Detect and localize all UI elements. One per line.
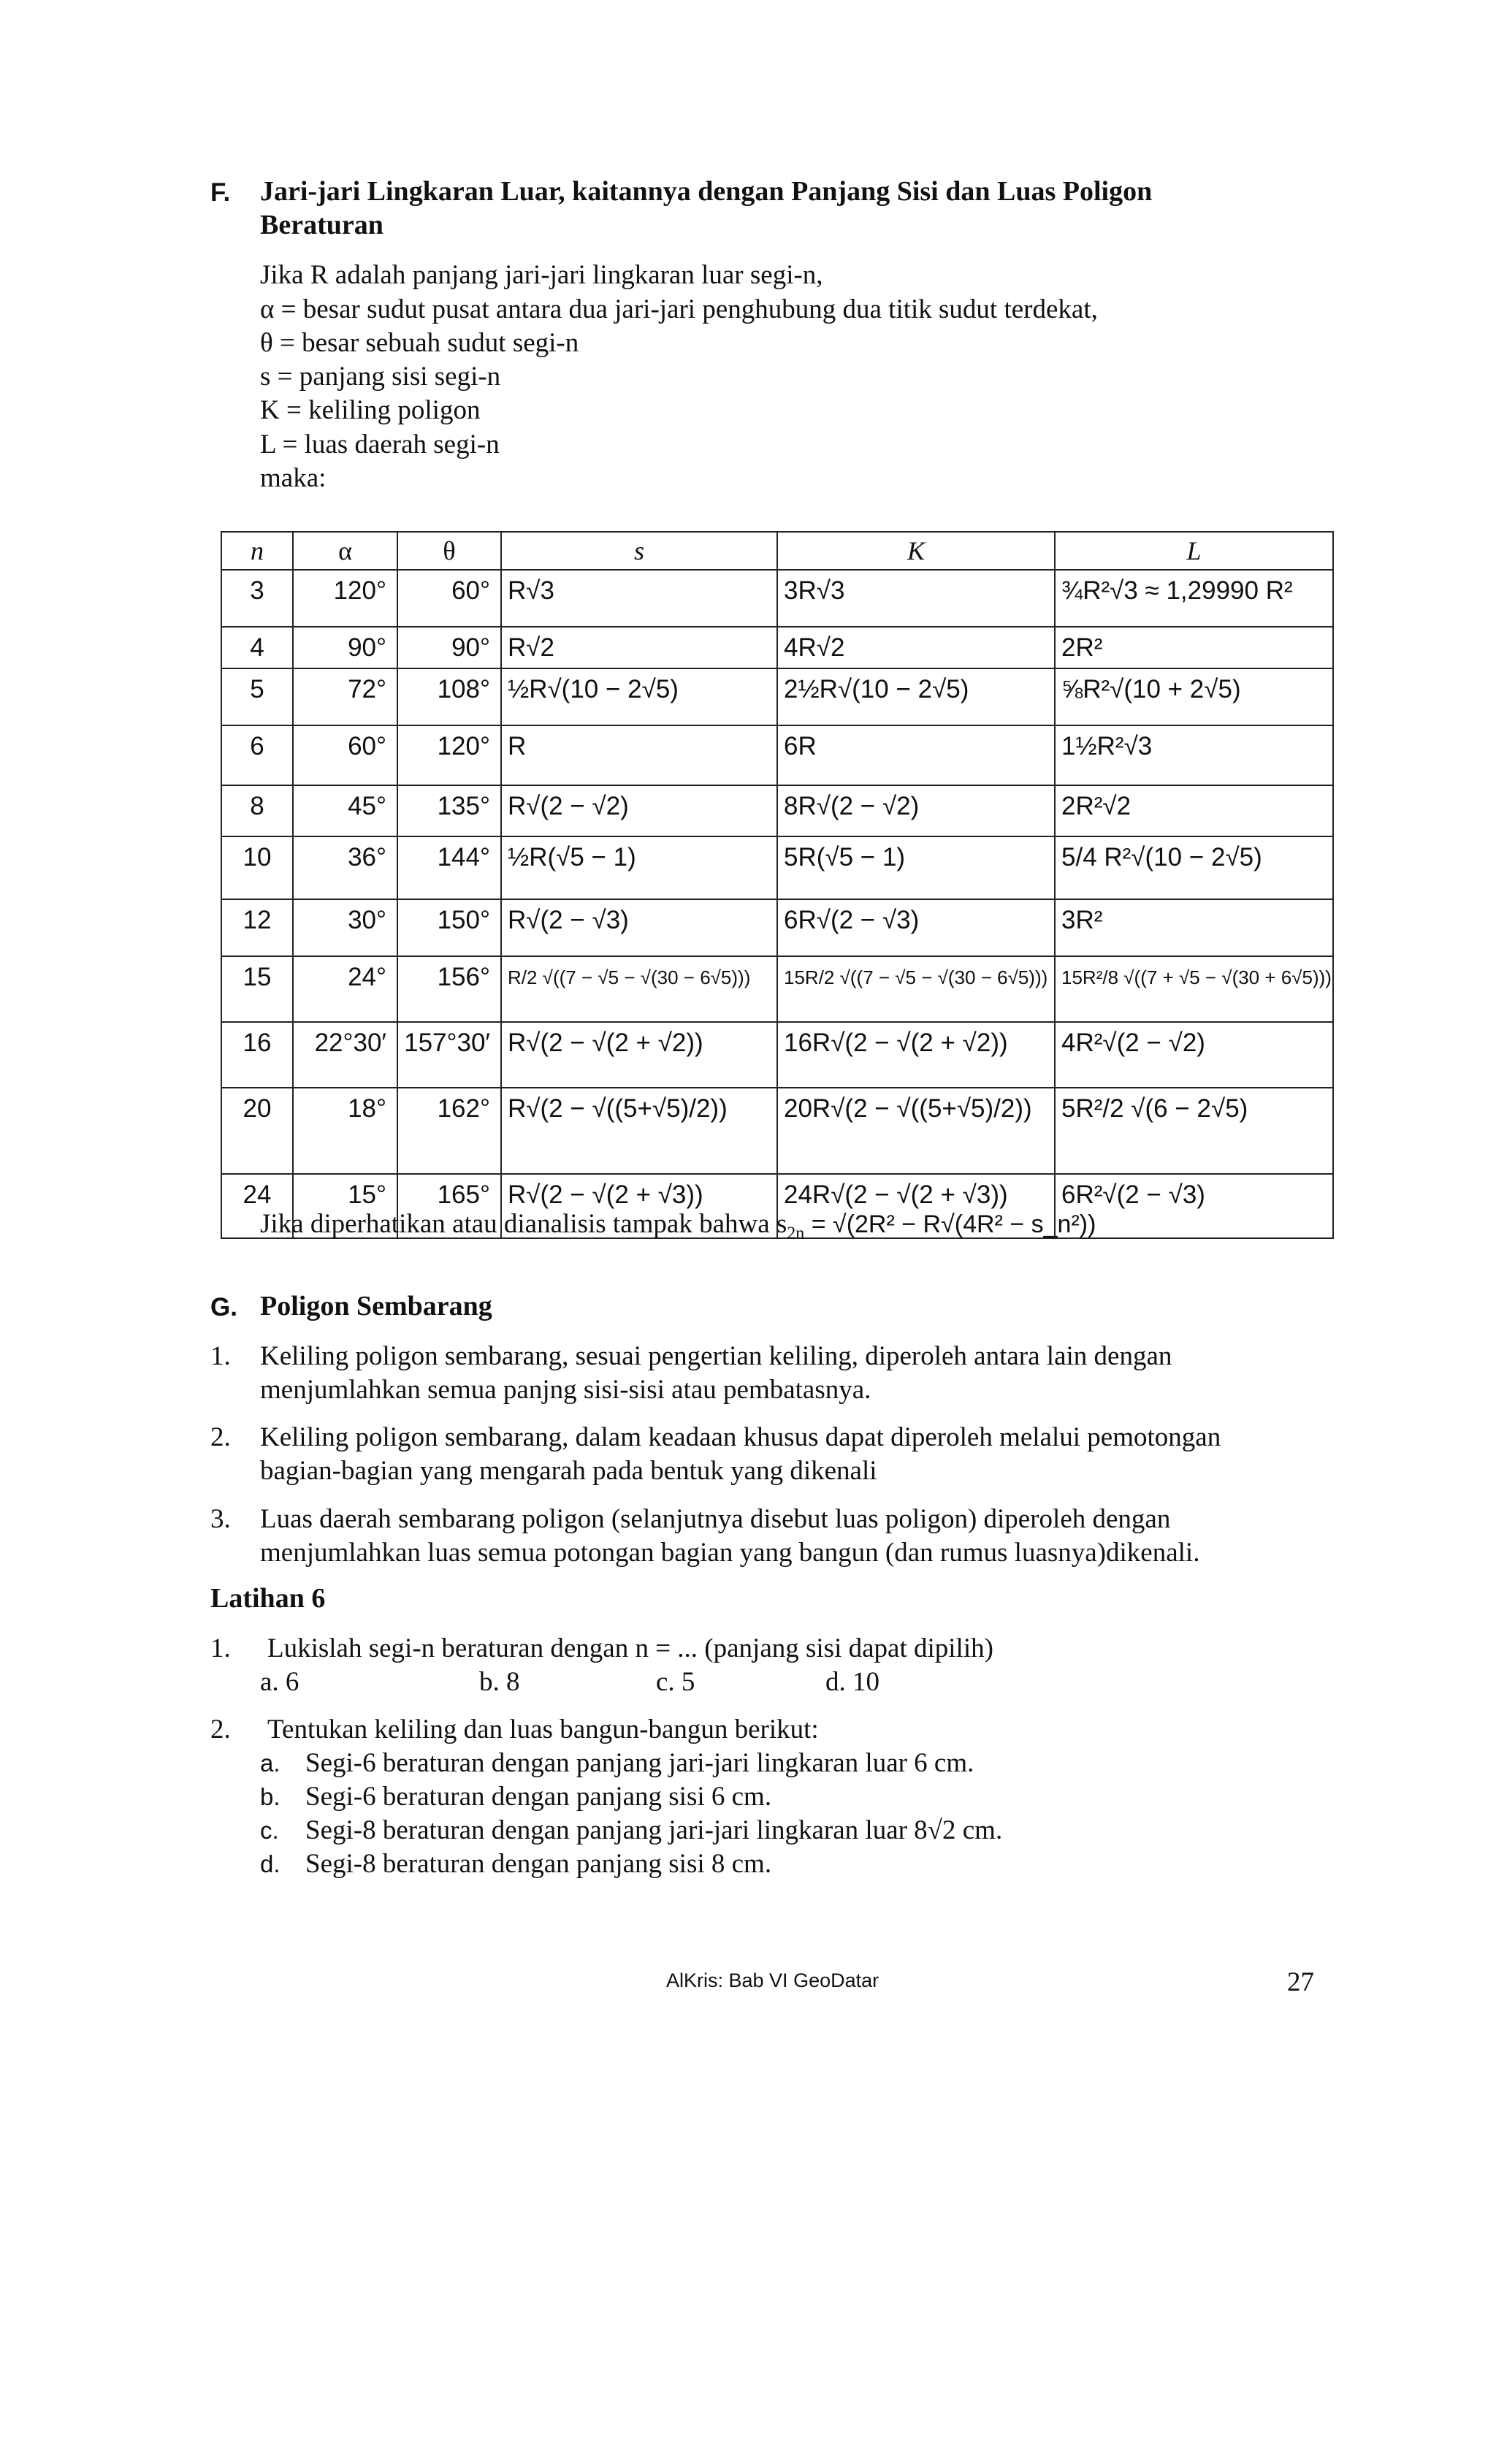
- header-k: K: [777, 532, 1055, 570]
- cell-n: 24: [221, 1174, 293, 1238]
- header-n: n: [221, 532, 293, 570]
- cell-s: R√(2 − √(2 + √2)): [501, 1022, 777, 1088]
- table-row: [221, 627, 1333, 668]
- cell-s: R√2: [501, 627, 777, 668]
- cell-alpha: 15°: [293, 1174, 397, 1238]
- cell-n: 20: [221, 1088, 293, 1174]
- cell-l: 2R²√2: [1055, 785, 1333, 836]
- page-number: 27: [1287, 1967, 1314, 1997]
- table-row: [221, 1022, 1333, 1088]
- cell-theta: 90°: [397, 627, 501, 668]
- cell-k: 6R√(2 − √3): [777, 899, 1055, 956]
- table-row: [221, 1088, 1333, 1174]
- list-item-line: menjumlahkan luas semua potongan bagian yang bangun (dan rumus luasnya)dikenali.: [260, 1538, 1200, 1568]
- table-row: [221, 570, 1333, 627]
- cell-l: 6R²√(2 − √3): [1055, 1174, 1333, 1238]
- cell-n: 3: [221, 570, 293, 627]
- section-f-title-line2: Beraturan: [260, 210, 383, 240]
- list-item-line: Luas daerah sembarang poligon (selanjutnya disebut luas poligon) diperoleh dengan: [260, 1504, 1171, 1534]
- cell-n: 12: [221, 899, 293, 956]
- definition-line: Jika R adalah panjang jari-jari lingkaran luar segi-n,: [260, 260, 823, 290]
- cell-k: 2½R√(10 − 2√5): [777, 668, 1055, 725]
- section-f-title-line1: Jari-jari Lingkaran Luar, kaitannya dengan Panjang Sisi dan Luas Poligon: [260, 176, 1153, 207]
- cell-l: ⅝R²√(10 + 2√5): [1055, 668, 1333, 725]
- cell-s: R√(2 − √((5+√5)/2)): [501, 1088, 777, 1174]
- cell-n: 4: [221, 627, 293, 668]
- list-item-line: Keliling poligon sembarang, dalam keadaan khusus dapat diperoleh melalui pemotongan: [260, 1422, 1221, 1452]
- conclusion-formula: = √(2R² − R√(4R² − s_n²)): [804, 1210, 1096, 1238]
- cell-theta: 60°: [397, 570, 501, 627]
- cell-k: 20R√(2 − √((5+√5)/2)): [777, 1088, 1055, 1174]
- sub-item-text: Segi-6 beraturan dengan panjang sisi 6 cm.: [305, 1782, 772, 1812]
- list-number: 2.: [210, 1422, 231, 1452]
- cell-s: R√(2 − √2): [501, 785, 777, 836]
- cell-alpha: 22°30′: [293, 1022, 397, 1088]
- cell-l: 3R²: [1055, 899, 1333, 956]
- sub-item-text: Segi-8 beraturan dengan panjang jari-jari lingkaran luar 8√2 cm.: [305, 1815, 1003, 1845]
- list-item-line: bagian-bagian yang mengarah pada bentuk yang dikenali: [260, 1456, 877, 1486]
- cell-k: 6R: [777, 725, 1055, 785]
- cell-s: R√3: [501, 570, 777, 627]
- definition-line: α = besar sudut pusat antara dua jari-jari penghubung dua titik sudut terdekat,: [260, 294, 1098, 324]
- cell-alpha: 36°: [293, 836, 397, 899]
- section-f-letter: F.: [210, 178, 231, 207]
- table-row: [221, 725, 1333, 785]
- cell-n: 5: [221, 668, 293, 725]
- table-row: [221, 956, 1333, 1022]
- cell-n: 15: [221, 956, 293, 1022]
- cell-l: 5/4 R²√(10 − 2√5): [1055, 836, 1333, 899]
- table-row: [221, 836, 1333, 899]
- question-text: Tentukan keliling dan luas bangun-bangun berikut:: [267, 1714, 819, 1744]
- definition-line: maka:: [260, 463, 327, 493]
- cell-alpha: 72°: [293, 668, 397, 725]
- cell-theta: 157°30′: [397, 1022, 501, 1088]
- cell-alpha: 24°: [293, 956, 397, 1022]
- definition-line: K = keliling poligon: [260, 395, 481, 425]
- conclusion-subscript: 2n: [787, 1224, 805, 1243]
- cell-alpha: 60°: [293, 725, 397, 785]
- sub-item-text: Segi-8 beraturan dengan panjang sisi 8 cm.: [305, 1849, 772, 1879]
- cell-theta: 120°: [397, 725, 501, 785]
- cell-s: ½R√(10 − 2√5): [501, 668, 777, 725]
- cell-alpha: 120°: [293, 570, 397, 627]
- cell-n: 10: [221, 836, 293, 899]
- cell-theta: 165°: [397, 1174, 501, 1238]
- table-row: [221, 785, 1333, 836]
- cell-n: 8: [221, 785, 293, 836]
- cell-l: 2R²: [1055, 627, 1333, 668]
- cell-k: 15R/2 √((7 − √5 − √(30 − 6√5))): [777, 956, 1055, 1022]
- table-header-row: [221, 532, 1333, 570]
- cell-theta: 150°: [397, 899, 501, 956]
- conclusion-line: [260, 1207, 1096, 1251]
- sub-item-label: b.: [260, 1783, 280, 1810]
- cell-alpha: 30°: [293, 899, 397, 956]
- cell-l: ¾R²√3 ≈ 1,29990 R²: [1055, 570, 1333, 627]
- cell-k: 16R√(2 − √(2 + √2)): [777, 1022, 1055, 1088]
- cell-k: 24R√(2 − √(2 + √3)): [777, 1174, 1055, 1238]
- question-option: d. 10: [825, 1667, 879, 1697]
- question-number: 2.: [210, 1714, 231, 1744]
- sub-item-label: d.: [260, 1850, 280, 1877]
- footer-text: AlKris: Bab VI GeoDatar: [666, 1969, 879, 1991]
- sub-item-label: c.: [260, 1817, 279, 1844]
- section-g-letter: G.: [210, 1293, 237, 1321]
- cell-k: 4R√2: [777, 627, 1055, 668]
- list-item-line: Keliling poligon sembarang, sesuai pengertian keliling, diperoleh antara lain dengan: [260, 1341, 1172, 1371]
- cell-k: 5R(√5 − 1): [777, 836, 1055, 899]
- cell-l: 5R²/2 √(6 − 2√5): [1055, 1088, 1333, 1174]
- header-l: L: [1055, 532, 1333, 570]
- definition-line: L = luas daerah segi-n: [260, 430, 500, 459]
- sub-item-text: Segi-6 beraturan dengan panjang jari-jari lingkaran luar 6 cm.: [305, 1748, 974, 1778]
- cell-s: R: [501, 725, 777, 785]
- conclusion-text: Jika diperhatikan atau dianalisis tampak bahwa s: [260, 1209, 787, 1239]
- question-text: Lukislah segi-n beraturan dengan n = ... (panjang sisi dapat dipilih): [267, 1633, 993, 1663]
- sub-item-label: a.: [260, 1750, 280, 1777]
- table-row: [221, 899, 1333, 956]
- polygon-formula-table: [221, 531, 1334, 1239]
- cell-s: R√(2 − √(2 + √3)): [501, 1174, 777, 1238]
- cell-l: 1½R²√3: [1055, 725, 1333, 785]
- question-option: a. 6: [260, 1667, 299, 1697]
- header-s: s: [501, 532, 777, 570]
- header-theta: θ: [397, 532, 501, 570]
- cell-alpha: 18°: [293, 1088, 397, 1174]
- question-option: b. 8: [479, 1667, 520, 1697]
- cell-s: R√(2 − √3): [501, 899, 777, 956]
- cell-theta: 162°: [397, 1088, 501, 1174]
- cell-theta: 156°: [397, 956, 501, 1022]
- cell-n: 6: [221, 725, 293, 785]
- header-alpha: α: [293, 532, 397, 570]
- cell-s: ½R(√5 − 1): [501, 836, 777, 899]
- cell-k: 3R√3: [777, 570, 1055, 627]
- list-number: 1.: [210, 1341, 231, 1371]
- cell-l: 4R²√(2 − √2): [1055, 1022, 1333, 1088]
- table-row: [221, 668, 1333, 725]
- cell-alpha: 45°: [293, 785, 397, 836]
- definition-line: s = panjang sisi segi-n: [260, 362, 501, 392]
- cell-n: 16: [221, 1022, 293, 1088]
- cell-alpha: 90°: [293, 627, 397, 668]
- cell-s: R/2 √((7 − √5 − √(30 − 6√5))): [501, 956, 777, 1022]
- latihan-title: Latihan 6: [210, 1583, 326, 1614]
- list-number: 3.: [210, 1504, 231, 1534]
- question-option: c. 5: [656, 1667, 695, 1697]
- cell-k: 8R√(2 − √2): [777, 785, 1055, 836]
- section-g-title: Poligon Sembarang: [260, 1291, 492, 1321]
- definition-line: θ = besar sebuah sudut segi-n: [260, 328, 579, 358]
- list-item-line: menjumlahkan semua panjng sisi-sisi atau pembatasnya.: [260, 1375, 871, 1405]
- cell-theta: 135°: [397, 785, 501, 836]
- cell-l: 15R²/8 √((7 + √5 − √(30 + 6√5))): [1055, 956, 1333, 1022]
- question-number: 1.: [210, 1633, 231, 1663]
- cell-theta: 108°: [397, 668, 501, 725]
- cell-theta: 144°: [397, 836, 501, 899]
